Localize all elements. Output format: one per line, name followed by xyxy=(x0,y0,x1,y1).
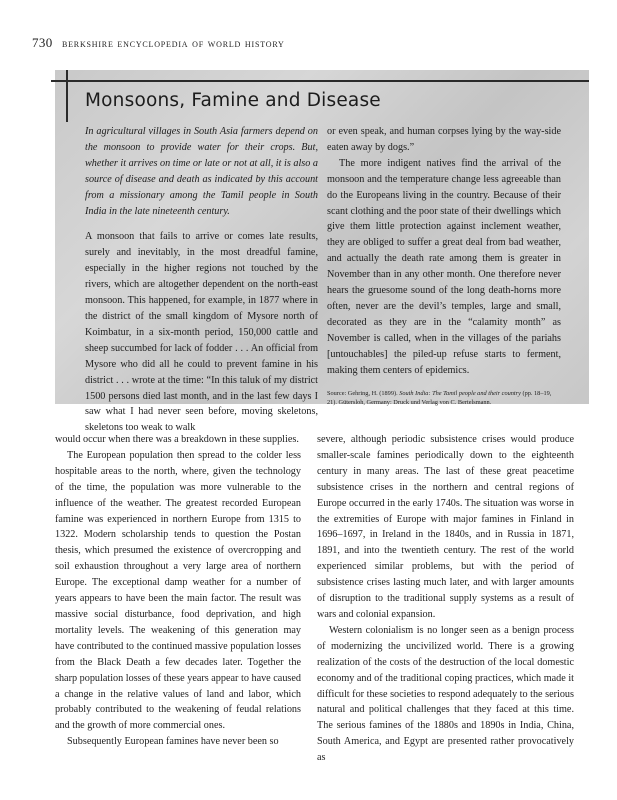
source-title: South India: The Tamil people and their country xyxy=(399,389,521,397)
sidebar-title: Monsoons, Famine and Disease xyxy=(85,90,381,111)
sidebar-column-left xyxy=(85,124,318,436)
paragraph: The European population then spread to the colder less hospitable areas to the north, where, given the technology of the time, the population was more vulnerable to the influence of the weather. The greatest recorded European famine was experienced in northern Europe from 1315 to 1322. Modern scholarship tends to question the Postan thesis, which presumed the existence of overcropping and soil exhaustion throughout a very large area of northern Europe. The exceptional damp weather for a number of years appears to have been the main factor. The result was massive social disturbance, food deprivation, and high mortality levels. The weakening of this generation may have contributed to the continued massive population losses from the Black Death a few decades later. Together the sharp population losses of these years appear to have caused a change in the relative values of land and labor, which probably contributed to the weakening of feudal relations and the growth of more commercial ones. xyxy=(55,449,301,732)
main-column-right xyxy=(317,432,574,766)
main-column-left xyxy=(55,432,301,750)
page-number: 730 xyxy=(32,35,53,50)
sidebar-quote-right-1: or even speak, and human corpses lying by the way-side eaten away by dogs.” xyxy=(327,126,561,153)
sidebar-quote-right-2: The more indigent natives find the arrival of the monsoon and the temperature change less agreeable than do the Europeans living in the country. Because of their scant clothing and the poor state of their dwellings which give them little protection against inclement weather, they are obliged to suffer a great deal from bad weather, and actually the death rate among them is greater in November than in any other month. One therefore never hears the gruesome sound of the long death-horns more often, never are the devil’s temples, large and small, decorated as they are in the “calamity month” as November is called, when in the villages of the pariahs [untouchables] the piled-up refuse starts to ferment, making them centers of epidemics. xyxy=(327,157,561,376)
sidebar-top-rule xyxy=(51,80,589,82)
paragraph: Western colonialism is no longer seen as a benign process of modernizing the uncivilized world. There is a growing realization of the costs of the destruction of the local domestic economy and of the traditional coping practices, which made it difficult for these societies to respond adequately to the serious natural and political challenges that they faced at this time. The serious famines of the 1880s and 1890s in India, China, South America, and Egypt are presented rather provocatively as xyxy=(317,624,574,764)
sidebar-left-rule xyxy=(66,70,68,122)
sidebar-box xyxy=(55,70,589,434)
paragraph: severe, although periodic subsistence crises would produce smaller-scale famines periodically down to the eighteenth century in many areas. The last of these great peacetime subsistence crises in the northern and central regions of Europe occurred in the early 1740s. The situation was worse in the extremities of Europe with major famines in Finland in 1696–1697, in Ireland in the 1840s, and in Russia in 1871, 1891, and into the twentieth century. The rest of the world experienced similar problems, but with the period of subsistence crises lasting much later, and with larger amounts of disruption to the traditional supply systems as a result of wars and colonial expansion. xyxy=(317,434,574,620)
sidebar-source xyxy=(327,389,561,407)
paragraph: would occur when there was a breakdown in these supplies. xyxy=(55,434,299,445)
running-head xyxy=(32,35,592,51)
sidebar-intro: In agricultural villages in South Asia farmers depend on the monsoon to provide water for their crops. But, whether it arrives on time or late or not at all, it is also a source of disease and death as indicated by this account from a missionary among the Tamil people in South India in the late nineteenth century. xyxy=(85,126,318,217)
sidebar-quote-left: A monsoon that fails to arrive or comes late results, surely and inevitably, in the most dreadful famine, especially in the higher regions not touched by the rivers, which are altogether dependent on the north-east monsoon. This happened, for example, in 1877 where in the district of the small kingdom of Mysore north of Koimbatur, in a six-month period, 150,000 cattle and sheep succumbed for lack of fodder . . . An official from Mysore who did all he could to prevent famine in his district . . . wrote at the time: “In this taluk of my district 1500 persons died last month, and in the last few days I saw what I had never seen before, moving skeletons, skeletons too weak to walk xyxy=(85,231,318,434)
source-suffix: (pp. 18–19, 21). Gütersloh, Germany: Druck und Verlag von C. Bertelsmann. xyxy=(327,389,552,406)
source-prefix: Source: Gehring, H. (1899). xyxy=(327,389,400,397)
sidebar-column-right xyxy=(327,124,561,407)
paragraph: Subsequently European famines have never been so xyxy=(67,736,279,748)
book-title: berkshire encyclopedia of world history xyxy=(61,36,285,50)
